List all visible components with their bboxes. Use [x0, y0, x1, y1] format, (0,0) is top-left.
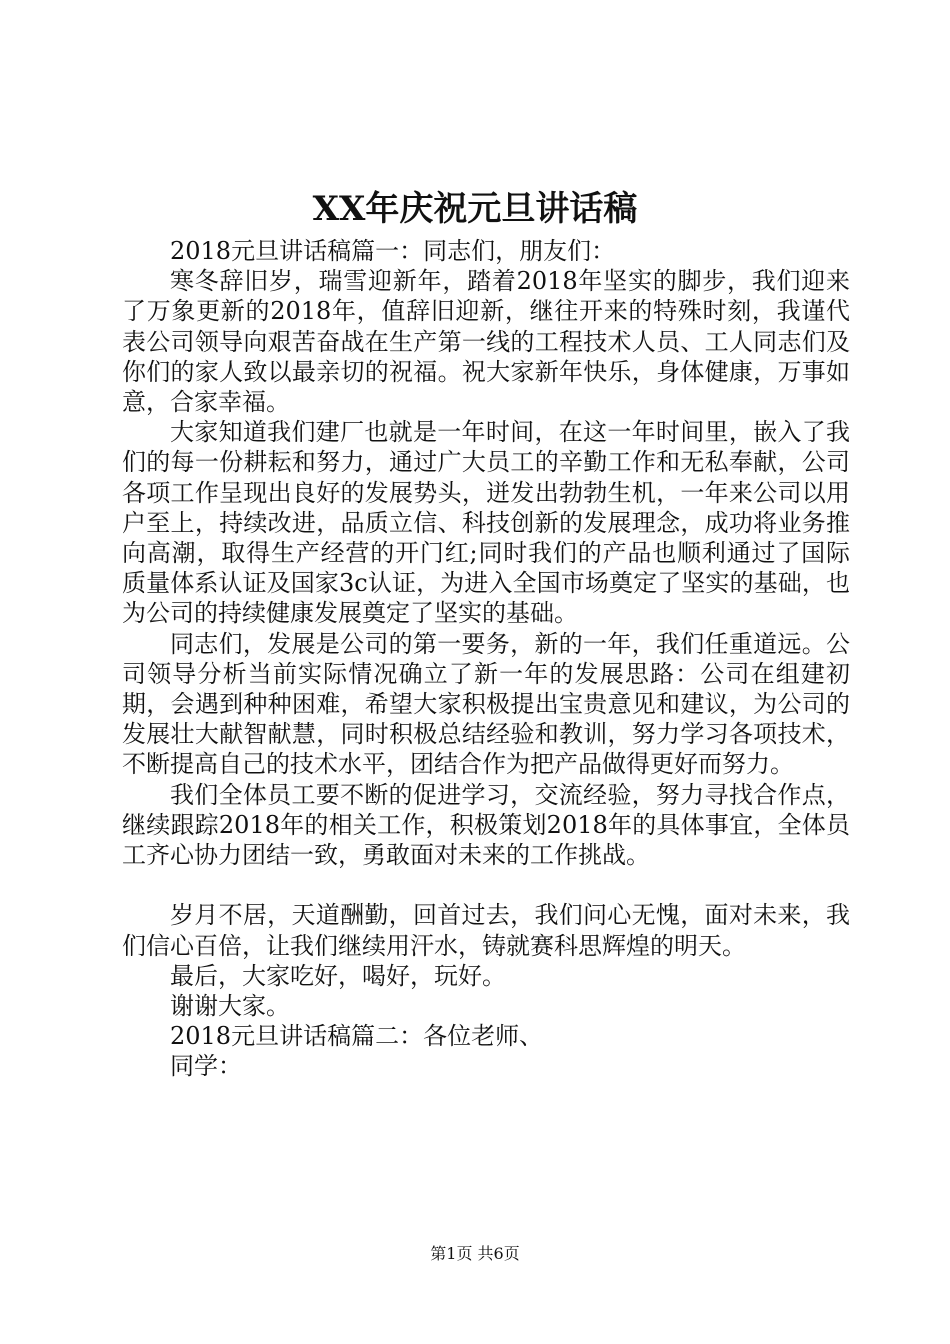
paragraph-new-year-wishes: 寒冬辞旧岁，瑞雪迎新年，踏着2018年坚实的脚步，我们迎来了万象更新的2018年，值辞旧迎新，继往开来的特殊时刻，我谨代表公司领导向艰苦奋战在生产第一线的工程技术人员、工人同志们及你们的家人致以最亲切的祝福。祝大家新年快乐，身体健康，万事如意，合家幸福。 — [122, 267, 850, 417]
paragraph-speech-two-heading: 2018元旦讲话稿篇二：各位老师、 — [170, 1022, 544, 1051]
paragraph-year-review: 大家知道我们建厂也就是一年时间，在这一年时间里，嵌入了我们的每一份耕耘和努力，通过广大员工的辛勤工作和无私奉献，公司各项工作呈现出良好的发展势头，迸发出勃勃生机，一年来公司以用户至上，持续改进，品质立信、科技创新的发展理念，成功将业务推向高潮，取得生产经营的开门红;同时我们的产品也顺利通过了国际质量体系认证及国家3c认证，为进入全国市场奠定了坚实的基础，也为公司的持续健康发展奠定了坚实的基础。 — [122, 418, 850, 628]
paragraph-closing: 最后，大家吃好，喝好，玩好。 — [170, 961, 506, 990]
paragraph-staff-goals: 我们全体员工要不断的促进学习，交流经验，努力寻找合作点，继续跟踪2018年的相关工作，积极策划2018年的具体事宜，全体员工齐心协力团结一致，勇敢面对未来的工作挑战。 — [122, 780, 850, 870]
paragraph-thanks: 谢谢大家。 — [170, 992, 290, 1021]
page-footer: 第1页 共6页 — [430, 1244, 520, 1263]
paragraph-speech-two-greeting: 同学： — [170, 1052, 242, 1081]
paragraph-greeting: 2018元旦讲话稿篇一：同志们，朋友们： — [170, 237, 616, 265]
document-title: XX年庆祝元旦讲话稿 — [312, 189, 638, 229]
paragraph-development: 同志们，发展是公司的第一要务，新的一年，我们任重道远。公司领导分析当前实际情况确立了新一年的发展思路：公司在组建初期，会遇到种种困难，希望大家积极提出宝贵意见和建议，为公司的发展壮大献智献慧，同时积极总结经验和教训，努力学习各项技术，不断提高自己的技术水平，团结合作为把产品做得更好而努力。 — [122, 629, 850, 779]
paragraph-future: 岁月不居，天道酬勤，回首过去，我们问心无愧，面对未来，我们信心百倍，让我们继续用汗水，铸就赛科思辉煌的明天。 — [122, 901, 850, 960]
paragraph-blank — [122, 870, 850, 900]
document-body — [122, 236, 850, 1082]
